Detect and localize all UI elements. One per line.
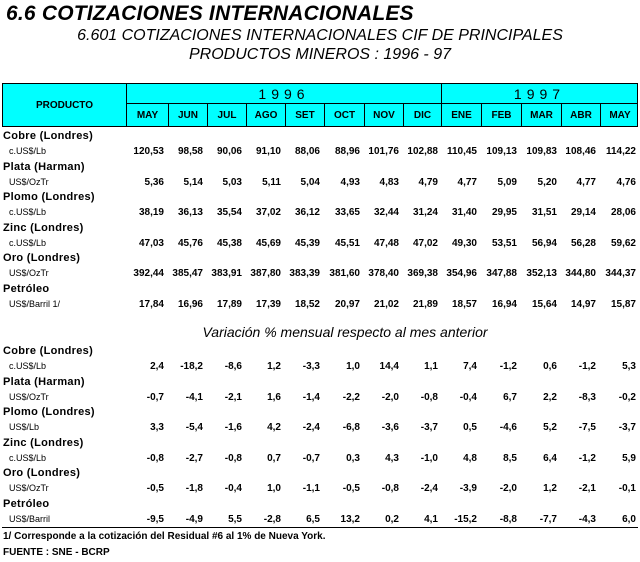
value-cell: -15,2 bbox=[454, 513, 477, 525]
table-row bbox=[0, 480, 640, 497]
page-title: 6.6 COTIZACIONES INTERNACIONALES bbox=[6, 2, 414, 25]
value-cell: 45,38 bbox=[216, 237, 242, 249]
unit-label: US$/Barril 1/ bbox=[9, 298, 61, 309]
value-cell: 385,47 bbox=[172, 268, 203, 279]
value-cell: 3,3 bbox=[150, 422, 164, 433]
value-cell: -2,1 bbox=[224, 391, 242, 403]
value-cell: 344,80 bbox=[565, 268, 596, 279]
value-cell: -1,2 bbox=[578, 452, 596, 464]
value-cell: 4,83 bbox=[379, 176, 399, 188]
value-cell: 4,76 bbox=[616, 176, 636, 188]
value-cell: 31,51 bbox=[531, 207, 557, 218]
value-cell: 383,91 bbox=[211, 268, 242, 279]
value-cell: 101,76 bbox=[368, 146, 399, 157]
value-cell: 15,87 bbox=[610, 298, 636, 310]
value-cell: -0,5 bbox=[146, 483, 164, 494]
value-cell: 2,4 bbox=[150, 361, 164, 372]
value-cell: 16,96 bbox=[177, 298, 203, 310]
value-cell: 1,1 bbox=[424, 361, 438, 372]
value-cell: 4,2 bbox=[267, 422, 281, 433]
table-subtitle-period: PRODUCTOS MINEROS : 1996 - 97 bbox=[189, 46, 451, 63]
value-cell: -2,4 bbox=[302, 422, 320, 433]
value-cell: 378,40 bbox=[368, 268, 399, 279]
value-cell: 0,3 bbox=[346, 452, 360, 464]
month-header: MAY bbox=[609, 109, 631, 121]
value-cell: 45,76 bbox=[177, 237, 203, 249]
value-cell: -2,4 bbox=[420, 483, 438, 494]
month-header: ABR bbox=[562, 104, 601, 126]
value-cell: -1,6 bbox=[224, 422, 242, 433]
month-header: SET bbox=[286, 104, 325, 126]
value-cell: 21,02 bbox=[373, 298, 399, 310]
value-cell: 16,94 bbox=[491, 298, 517, 310]
product-name: Plata (Harman) bbox=[3, 160, 85, 173]
value-cell: 352,13 bbox=[526, 268, 557, 279]
value-cell: -0,4 bbox=[224, 483, 242, 494]
product-name: Zinc (Londres) bbox=[3, 221, 84, 234]
value-cell: -3,3 bbox=[302, 361, 320, 372]
value-cell: 1,0 bbox=[346, 361, 360, 372]
table-row bbox=[0, 204, 640, 221]
value-cell: -4,9 bbox=[185, 513, 203, 525]
value-cell: -2,2 bbox=[342, 391, 360, 403]
value-cell: 354,96 bbox=[446, 268, 477, 279]
value-cell: -3,7 bbox=[420, 422, 438, 433]
month-header: FEB bbox=[482, 104, 522, 126]
value-cell: 120,53 bbox=[133, 146, 164, 157]
value-cell: -0,8 bbox=[146, 452, 164, 464]
value-cell: 5,09 bbox=[497, 176, 517, 188]
value-cell: 21,89 bbox=[412, 298, 438, 310]
value-cell: 47,03 bbox=[138, 237, 164, 249]
value-cell: -1,1 bbox=[302, 483, 320, 494]
month-header: DIC bbox=[404, 104, 442, 126]
value-cell: -0,4 bbox=[459, 391, 477, 403]
value-cell: 5,04 bbox=[300, 176, 320, 188]
value-cell: 8,5 bbox=[503, 452, 517, 464]
value-cell: 17,89 bbox=[216, 298, 242, 310]
value-cell: 15,64 bbox=[531, 298, 557, 310]
value-cell: 4,8 bbox=[463, 452, 477, 464]
value-cell: 6,7 bbox=[503, 391, 517, 403]
table-row bbox=[0, 235, 640, 252]
value-cell: 37,02 bbox=[255, 207, 281, 218]
value-cell: 88,06 bbox=[294, 146, 320, 157]
value-cell: -6,8 bbox=[342, 422, 360, 433]
product-name: Cobre (Londres) bbox=[3, 130, 94, 142]
month-header: NOV bbox=[365, 104, 404, 126]
value-cell: -0,8 bbox=[381, 483, 399, 494]
unit-label: US$/OzTr bbox=[9, 483, 49, 493]
value-cell: 0,6 bbox=[543, 361, 557, 372]
value-cell: 56,94 bbox=[531, 237, 557, 249]
value-cell: -4,6 bbox=[499, 422, 517, 433]
product-name: Plomo (Londres) bbox=[3, 406, 95, 418]
value-cell: 114,22 bbox=[605, 146, 636, 157]
value-cell: -2,0 bbox=[499, 483, 517, 494]
value-cell: 109,83 bbox=[526, 146, 557, 157]
unit-label: c.US$/Lb bbox=[9, 237, 47, 248]
value-cell: 0,7 bbox=[267, 452, 281, 464]
value-cell: -0,2 bbox=[618, 391, 636, 403]
value-cell: 5,20 bbox=[537, 176, 557, 188]
value-cell: -18,2 bbox=[180, 361, 203, 372]
table-row bbox=[0, 511, 640, 528]
value-cell: -3,9 bbox=[459, 483, 477, 494]
value-cell: 0,5 bbox=[463, 422, 477, 433]
value-cell: 4,79 bbox=[418, 176, 438, 188]
value-cell: 369,38 bbox=[407, 268, 438, 279]
product-name: Oro (Londres) bbox=[3, 467, 81, 479]
value-cell: -4,1 bbox=[185, 391, 203, 403]
value-cell: 35,54 bbox=[216, 207, 242, 218]
value-cell: 381,60 bbox=[329, 268, 360, 279]
month-header: ENE bbox=[442, 104, 482, 126]
value-cell: -2,1 bbox=[578, 483, 596, 494]
value-cell: 392,44 bbox=[133, 268, 164, 279]
value-cell: 29,95 bbox=[491, 207, 517, 218]
unit-label: US$/Lb bbox=[9, 422, 40, 432]
value-cell: -1,2 bbox=[499, 361, 517, 372]
month-header: JUN bbox=[169, 104, 208, 126]
value-cell: 29,14 bbox=[570, 207, 596, 218]
value-cell: 0,2 bbox=[385, 513, 399, 525]
value-cell: 6,5 bbox=[306, 513, 320, 525]
value-cell: -8,8 bbox=[499, 513, 517, 525]
product-column-header: PRODUCTO bbox=[3, 84, 127, 126]
value-cell: -1,8 bbox=[185, 483, 203, 494]
table-row bbox=[0, 296, 640, 313]
year-1997-header: 1997 bbox=[442, 84, 637, 104]
value-cell: -1,4 bbox=[302, 391, 320, 403]
value-cell: 109,13 bbox=[486, 146, 517, 157]
value-cell: 383,39 bbox=[289, 268, 320, 279]
value-cell: 4,93 bbox=[340, 176, 360, 188]
unit-label: US$/Barril bbox=[9, 513, 51, 524]
value-cell: -3,7 bbox=[618, 422, 636, 433]
value-cell: 32,44 bbox=[373, 207, 399, 218]
value-cell: 5,5 bbox=[228, 513, 242, 525]
value-cell: 47,02 bbox=[412, 237, 438, 249]
value-cell: 1,2 bbox=[267, 361, 281, 372]
table-row bbox=[0, 419, 640, 436]
product-name: Petróleo bbox=[3, 282, 50, 295]
value-cell: 4,1 bbox=[424, 513, 438, 525]
value-cell: 56,28 bbox=[570, 237, 596, 249]
value-cell: 5,36 bbox=[144, 176, 164, 188]
unit-label: c.US$/Lb bbox=[9, 207, 47, 217]
value-cell: 6,4 bbox=[543, 452, 557, 464]
product-name: Plata (Harman) bbox=[3, 375, 85, 388]
value-cell: 17,84 bbox=[138, 298, 164, 310]
variation-section-title: Variación % mensual respecto al mes anterior bbox=[202, 324, 488, 340]
value-cell: -8,3 bbox=[578, 391, 596, 403]
value-cell: -2,7 bbox=[185, 452, 203, 464]
value-cell: 38,19 bbox=[138, 207, 164, 218]
value-cell: 5,2 bbox=[543, 422, 557, 433]
value-cell: 108,46 bbox=[565, 146, 596, 157]
value-cell: -7,5 bbox=[578, 422, 596, 433]
value-cell: 347,88 bbox=[486, 268, 517, 279]
value-cell: 45,51 bbox=[334, 237, 360, 249]
table-row bbox=[0, 450, 640, 467]
value-cell: 1,2 bbox=[543, 483, 557, 494]
table-row bbox=[0, 174, 640, 191]
value-cell: -1,0 bbox=[420, 452, 438, 464]
value-cell: -3,6 bbox=[381, 422, 399, 433]
value-cell: -7,7 bbox=[539, 513, 557, 525]
footnote: 1/ Corresponde a la cotización del Residual #6 al 1% de Nueva York. bbox=[3, 531, 326, 542]
unit-label: c.US$/Lb bbox=[9, 452, 47, 463]
unit-label: US$/OzTr bbox=[9, 268, 49, 278]
value-cell: -0,7 bbox=[146, 391, 164, 403]
value-cell: 1,0 bbox=[267, 483, 281, 494]
product-name: Zinc (Londres) bbox=[3, 436, 84, 449]
value-cell: 5,11 bbox=[262, 176, 281, 188]
value-cell: -1,2 bbox=[578, 361, 596, 372]
value-cell: 91,10 bbox=[255, 146, 281, 157]
value-cell: 5,9 bbox=[622, 452, 636, 464]
value-cell: 47,48 bbox=[373, 237, 399, 249]
value-cell: 6,0 bbox=[622, 513, 636, 525]
unit-label: US$/OzTr bbox=[9, 391, 49, 402]
unit-label: c.US$/Lb bbox=[9, 146, 47, 156]
value-cell: -9,5 bbox=[146, 513, 164, 525]
month-header: MAY bbox=[127, 104, 169, 126]
product-name: Plomo (Londres) bbox=[3, 191, 95, 203]
value-cell: 2,2 bbox=[543, 391, 557, 403]
unit-label: c.US$/Lb bbox=[9, 361, 47, 371]
value-cell: -0,5 bbox=[342, 483, 360, 494]
value-cell: -0,8 bbox=[224, 452, 242, 464]
value-cell: 387,80 bbox=[250, 268, 281, 279]
value-cell: 18,52 bbox=[294, 298, 320, 310]
value-cell: 98,58 bbox=[177, 146, 203, 157]
value-cell: 17,39 bbox=[255, 298, 281, 310]
table-header bbox=[2, 83, 638, 127]
value-cell: 4,3 bbox=[385, 452, 399, 464]
unit-label: US$/OzTr bbox=[9, 176, 49, 187]
table-row bbox=[0, 358, 640, 375]
value-cell: 45,69 bbox=[255, 237, 281, 249]
value-cell: 5,3 bbox=[622, 361, 636, 372]
value-cell: 18,57 bbox=[451, 298, 477, 310]
value-cell: 53,51 bbox=[491, 237, 517, 249]
value-cell: 344,37 bbox=[605, 268, 636, 279]
value-cell: -4,3 bbox=[578, 513, 596, 525]
value-cell: -0,1 bbox=[618, 483, 636, 494]
product-name: Cobre (Londres) bbox=[3, 345, 94, 357]
value-cell: -8,6 bbox=[224, 361, 242, 372]
month-header: OCT bbox=[325, 104, 365, 126]
year-1996-header: 1996 bbox=[127, 84, 442, 104]
value-cell: 49,30 bbox=[451, 237, 477, 249]
value-cell: 102,88 bbox=[407, 146, 438, 157]
value-cell: -0,8 bbox=[420, 391, 438, 403]
value-cell: -5,4 bbox=[185, 422, 203, 433]
value-cell: 36,12 bbox=[294, 207, 320, 218]
value-cell: 13,2 bbox=[340, 513, 360, 525]
value-cell: -2,0 bbox=[381, 391, 399, 403]
value-cell: 4,77 bbox=[576, 176, 596, 188]
value-cell: 14,97 bbox=[570, 298, 596, 310]
value-cell: 88,96 bbox=[334, 146, 360, 157]
value-cell: 33,65 bbox=[334, 207, 360, 218]
value-cell: 5,03 bbox=[222, 176, 242, 188]
value-cell: 7,4 bbox=[463, 361, 477, 372]
value-cell: 90,06 bbox=[216, 146, 242, 157]
value-cell: 31,24 bbox=[412, 207, 438, 218]
value-cell: -2,8 bbox=[263, 513, 281, 525]
value-cell: 110,45 bbox=[446, 146, 477, 157]
source-note: FUENTE : SNE - BCRP bbox=[3, 547, 110, 558]
value-cell: 36,13 bbox=[177, 207, 203, 218]
value-cell: 1,6 bbox=[267, 391, 281, 403]
table-row bbox=[0, 143, 640, 160]
value-cell: 14,4 bbox=[379, 361, 399, 372]
value-cell: 59,62 bbox=[610, 237, 636, 249]
product-name: Oro (Londres) bbox=[3, 252, 81, 264]
table-subtitle: 6.601 COTIZACIONES INTERNACIONALES CIF DE PRINCIPALES bbox=[77, 27, 563, 44]
month-header: MAR bbox=[522, 104, 562, 126]
value-cell: 28,06 bbox=[610, 207, 636, 218]
value-cell: 4,77 bbox=[457, 176, 477, 188]
value-cell: 45,39 bbox=[294, 237, 320, 249]
table-bottom-rule bbox=[2, 527, 638, 528]
value-cell: 5,14 bbox=[183, 176, 203, 188]
month-header: AGO bbox=[247, 104, 286, 126]
value-cell: -0,7 bbox=[302, 452, 320, 464]
month-header: JUL bbox=[208, 104, 247, 126]
value-cell: 31,40 bbox=[451, 207, 477, 218]
product-name: Petróleo bbox=[3, 497, 50, 510]
table-row bbox=[0, 265, 640, 282]
table-row bbox=[0, 389, 640, 406]
value-cell: 20,97 bbox=[334, 298, 360, 310]
